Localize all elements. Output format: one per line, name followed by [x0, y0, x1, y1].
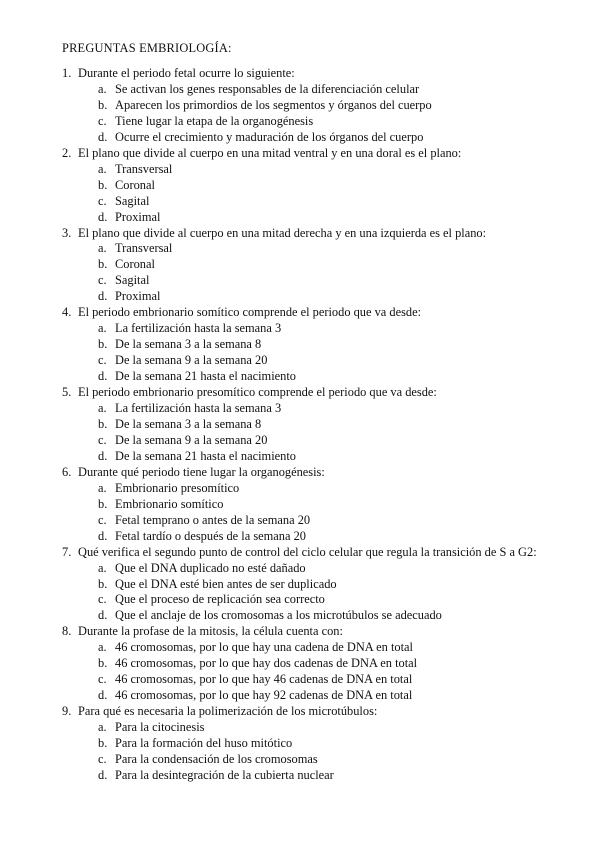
option-a: [98, 321, 562, 337]
question-7: [62, 545, 562, 625]
option-b: [98, 337, 562, 353]
option-letter: a.: [98, 720, 107, 735]
option-text: 46 cromosomas, por lo que hay 92 cadenas de DNA en total: [115, 688, 413, 703]
option-text: Se activan los genes responsables de la diferenciación celular: [115, 81, 420, 96]
option-a: [98, 82, 562, 98]
option-d: [98, 608, 562, 624]
option-letter: c.: [98, 193, 107, 208]
option-list: [98, 720, 562, 784]
option-text: De la semana 21 hasta el nacimiento: [115, 448, 296, 463]
question-number: 6.: [62, 464, 72, 479]
option-text: Que el anclaje de los cromosomas a los microtúbulos se adecuado: [115, 608, 442, 623]
option-letter: a.: [98, 81, 107, 96]
option-d: [98, 130, 562, 146]
option-list: [98, 640, 562, 704]
option-text: Que el proceso de replicación sea correcto: [115, 592, 325, 607]
option-d: [98, 369, 562, 385]
question-9: [62, 704, 562, 784]
option-letter: c.: [98, 751, 107, 766]
option-text: De la semana 3 a la semana 8: [115, 416, 262, 431]
option-list: [98, 162, 562, 226]
question-row: [62, 146, 562, 162]
option-letter: b.: [98, 576, 108, 591]
option-letter: a.: [98, 480, 107, 495]
option-letter: a.: [98, 401, 107, 416]
question-row: [62, 226, 562, 242]
option-letter: d.: [98, 369, 108, 384]
question-8: [62, 624, 562, 704]
option-text: Proximal: [115, 289, 161, 304]
question-text: Durante qué periodo tiene lugar la organogénesis:: [78, 464, 325, 479]
option-c: [98, 513, 562, 529]
question-2: [62, 146, 562, 226]
question-row: [62, 624, 562, 640]
option-list: [98, 481, 562, 545]
option-letter: c.: [98, 512, 107, 527]
option-c: [98, 592, 562, 608]
question-text: El periodo embrionario somítico comprende el periodo que va desde:: [78, 305, 422, 320]
option-b: [98, 417, 562, 433]
option-text: Proximal: [115, 209, 161, 224]
option-letter: a.: [98, 640, 107, 655]
option-b: [98, 98, 562, 114]
option-text: Embrionario somítico: [115, 496, 224, 511]
option-letter: a.: [98, 161, 107, 176]
option-letter: c.: [98, 592, 107, 607]
option-d: [98, 210, 562, 226]
option-letter: b.: [98, 736, 108, 751]
option-b: [98, 577, 562, 593]
option-b: [98, 656, 562, 672]
question-6: [62, 465, 562, 545]
option-c: [98, 353, 562, 369]
option-letter: b.: [98, 257, 108, 272]
option-text: De la semana 9 a la semana 20: [115, 432, 268, 447]
option-text: Para la citocinesis: [115, 720, 205, 735]
option-a: [98, 720, 562, 736]
option-text: De la semana 9 a la semana 20: [115, 353, 268, 368]
question-text: El periodo embrionario presomítico comprende el periodo que va desde:: [78, 385, 437, 400]
option-text: Sagital: [115, 193, 150, 208]
question-row: [62, 66, 562, 82]
option-letter: a.: [98, 560, 107, 575]
option-b: [98, 736, 562, 752]
option-letter: d.: [98, 767, 108, 782]
option-letter: c.: [98, 353, 107, 368]
question-text: El plano que divide al cuerpo en una mitad ventral y en una doral es el plano:: [78, 145, 462, 160]
option-text: Transversal: [115, 161, 173, 176]
option-text: De la semana 3 a la semana 8: [115, 337, 262, 352]
option-letter: d.: [98, 289, 108, 304]
option-b: [98, 497, 562, 513]
option-text: La fertilización hasta la semana 3: [115, 401, 282, 416]
question-row: [62, 465, 562, 481]
option-letter: a.: [98, 321, 107, 336]
option-a: [98, 561, 562, 577]
option-letter: d.: [98, 688, 108, 703]
option-b: [98, 257, 562, 273]
option-text: Aparecen los primordios de los segmentos y órganos del cuerpo: [115, 97, 432, 112]
option-a: [98, 640, 562, 656]
option-letter: a.: [98, 241, 107, 256]
option-c: [98, 752, 562, 768]
option-c: [98, 672, 562, 688]
question-number: 3.: [62, 225, 72, 240]
option-letter: b.: [98, 496, 108, 511]
option-text: Que el DNA esté bien antes de ser duplicado: [115, 576, 337, 591]
option-letter: c.: [98, 273, 107, 288]
option-letter: c.: [98, 113, 107, 128]
option-letter: b.: [98, 97, 108, 112]
option-text: De la semana 21 hasta el nacimiento: [115, 369, 296, 384]
option-a: [98, 401, 562, 417]
option-letter: d.: [98, 608, 108, 623]
option-text: Fetal tardío o después de la semana 20: [115, 528, 306, 543]
option-letter: d.: [98, 129, 108, 144]
option-text: Tiene lugar la etapa de la organogénesis: [115, 113, 314, 128]
option-letter: c.: [98, 672, 107, 687]
option-b: [98, 178, 562, 194]
question-number: 8.: [62, 624, 72, 639]
option-text: Para la formación del huso mitótico: [115, 736, 293, 751]
option-letter: d.: [98, 209, 108, 224]
question-4: [62, 305, 562, 385]
option-list: [98, 241, 562, 305]
option-c: [98, 433, 562, 449]
option-list: [98, 401, 562, 465]
option-c: [98, 114, 562, 130]
question-text: Durante el periodo fetal ocurre lo siguiente:: [78, 66, 295, 80]
option-text: Coronal: [115, 177, 155, 192]
question-row: [62, 385, 562, 401]
option-text: 46 cromosomas, por lo que hay 46 cadenas de DNA en total: [115, 672, 413, 687]
option-d: [98, 449, 562, 465]
question-text: Para qué es necesaria la polimerización de los microtúbulos:: [78, 704, 378, 719]
option-letter: b.: [98, 656, 108, 671]
question-number: 1.: [62, 66, 72, 80]
option-letter: c.: [98, 432, 107, 447]
question-row: [62, 545, 562, 561]
option-list: [98, 321, 562, 385]
question-number: 7.: [62, 544, 72, 559]
option-d: [98, 688, 562, 704]
option-a: [98, 241, 562, 257]
question-row: [62, 305, 562, 321]
option-letter: b.: [98, 337, 108, 352]
question-1: [62, 66, 562, 146]
option-letter: d.: [98, 528, 108, 543]
question-3: [62, 226, 562, 306]
option-text: Fetal temprano o antes de la semana 20: [115, 512, 311, 527]
option-text: Transversal: [115, 241, 173, 256]
question-5: [62, 385, 562, 465]
option-a: [98, 481, 562, 497]
option-a: [98, 162, 562, 178]
option-text: La fertilización hasta la semana 3: [115, 321, 282, 336]
option-c: [98, 194, 562, 210]
question-text: Qué verifica el segundo punto de control del ciclo celular que regula la transición de S a G2:: [78, 544, 537, 559]
option-d: [98, 289, 562, 305]
option-c: [98, 273, 562, 289]
question-list: [62, 66, 562, 784]
question-text: Durante la profase de la mitosis, la célula cuenta con:: [78, 624, 343, 639]
option-list: [98, 82, 562, 146]
option-list: [98, 561, 562, 625]
option-text: 46 cromosomas, por lo que hay una cadena de DNA en total: [115, 640, 413, 655]
question-number: 4.: [62, 305, 72, 320]
question-number: 9.: [62, 704, 72, 719]
option-text: Que el DNA duplicado no esté dañado: [115, 560, 306, 575]
question-text: El plano que divide al cuerpo en una mitad derecha y en una izquierda es el plano:: [78, 225, 487, 240]
option-text: Para la desintegración de la cubierta nuclear: [115, 767, 334, 782]
question-number: 5.: [62, 385, 72, 400]
option-letter: b.: [98, 416, 108, 431]
option-text: Coronal: [115, 257, 155, 272]
option-d: [98, 529, 562, 545]
question-row: [62, 704, 562, 720]
page-title: PREGUNTAS EMBRIOLOGÍA:: [62, 41, 232, 55]
option-text: Para la condensación de los cromosomas: [115, 751, 318, 766]
option-letter: b.: [98, 177, 108, 192]
option-d: [98, 768, 562, 784]
question-number: 2.: [62, 145, 72, 160]
option-text: Embrionario presomítico: [115, 480, 240, 495]
option-text: Sagital: [115, 273, 150, 288]
option-letter: d.: [98, 448, 108, 463]
option-text: Ocurre el crecimiento y maduración de los órganos del cuerpo: [115, 129, 424, 144]
option-text: 46 cromosomas, por lo que hay dos cadenas de DNA en total: [115, 656, 418, 671]
